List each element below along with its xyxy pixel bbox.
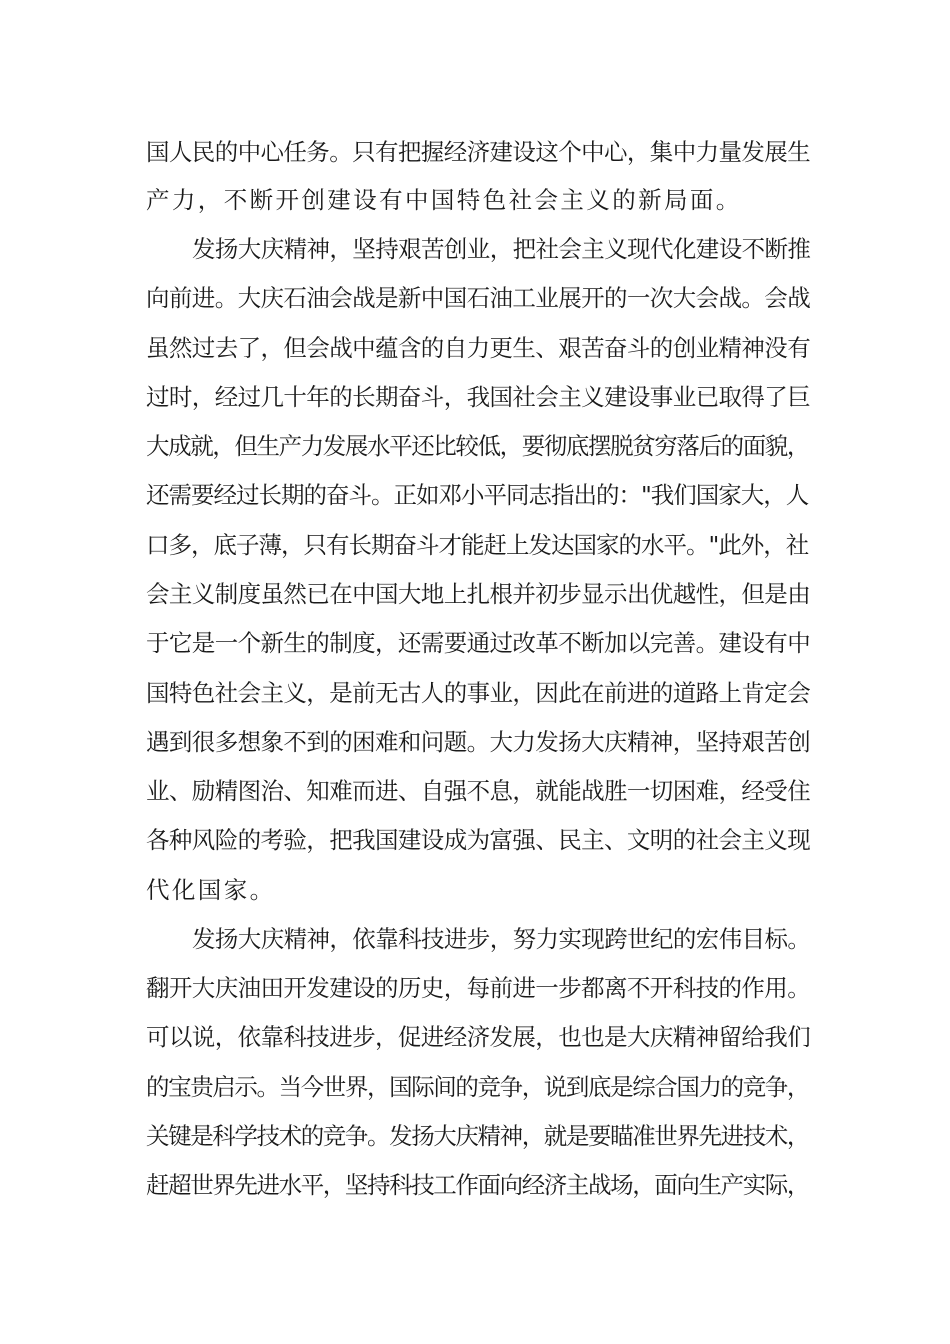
text-line-4: 向前进。大庆石油会战是新中国石油工业展开的一次大会战。会战	[146, 284, 811, 312]
text-line-16: 代化国家。	[146, 876, 276, 904]
text-line-15: 各种风险的考验，把我国建设成为富强、民主、文明的社会主义现	[146, 826, 811, 854]
text-line-10: 会主义制度虽然已在中国大地上扎根并初步显示出优越性，但是由	[146, 580, 811, 608]
text-line-14: 业、励精图治、知难而进、自强不息，就能战胜一切困难，经受住	[146, 777, 811, 805]
text-line-1: 国人民的中心任务。只有把握经济建设这个中心，集中力量发展生	[146, 138, 811, 166]
text-line-5: 虽然过去了，但会战中蕴含的自力更生、艰苦奋斗的创业精神没有	[146, 334, 811, 362]
text-line-6: 过时，经过几十年的长期奋斗，我国社会主义建设事业已取得了巨	[146, 383, 811, 411]
paragraph-start-line: 发扬大庆精神，坚持艰苦创业，把社会主义现代化建设不断推	[192, 235, 811, 263]
text-line-12: 国特色社会主义，是前无古人的事业，因此在前进的道路上肯定会	[146, 679, 811, 707]
text-line-22: 赶超世界先进水平，坚持科技工作面向经济主战场，面向生产实际，	[146, 1171, 809, 1199]
paragraph-start-line: 发扬大庆精神，依靠科技进步，努力实现跨世纪的宏伟目标。	[192, 925, 811, 953]
text-line-20: 的宝贵启示。当今世界，国际间的竞争，说到底是综合国力的竞争，	[146, 1073, 809, 1101]
text-line-9: 口多，底子薄，只有长期奋斗才能赶上发达国家的水平。"此外，社	[146, 531, 809, 559]
text-line-18: 翻开大庆油田开发建设的历史，每前进一步都离不开科技的作用。	[146, 974, 811, 1002]
text-line-2: 产力，不断开创建设有中国特色社会主义的新局面。	[146, 186, 742, 214]
text-line-11: 于它是一个新生的制度，还需要通过改革不断加以完善。建设有中	[146, 629, 811, 657]
text-line-21: 关键是科学技术的竞争。发扬大庆精神，就是要瞄准世界先进技术，	[146, 1122, 809, 1150]
text-line-13: 遇到很多想象不到的困难和问题。大力发扬大庆精神，坚持艰苦创	[146, 728, 811, 756]
text-line-19: 可以说，依靠科技进步，促进经济发展，也也是大庆精神留给我们	[146, 1023, 811, 1051]
text-line-7: 大成就，但生产力发展水平还比较低，要彻底摆脱贫穷落后的面貌，	[146, 432, 809, 460]
text-line-8: 还需要经过长期的奋斗。正如邓小平同志指出的："我们国家大，人	[146, 481, 809, 509]
